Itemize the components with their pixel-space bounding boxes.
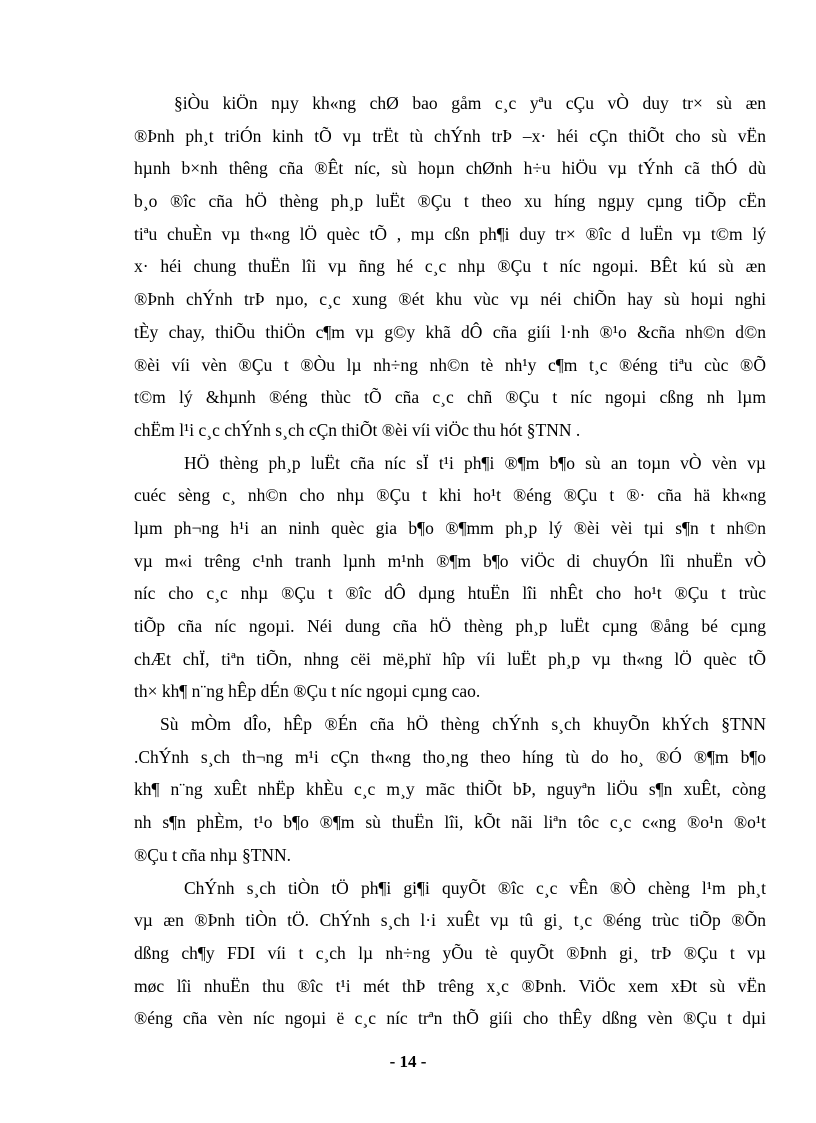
text-line: tÈy chay, thiÕu thiÖn c¶m vµ g©y khã dÔ cña giíi l·nh ®¹o &cña nh©n d©n [134,321,766,342]
text-line: ®Þnh chÝnh trÞ nµo, c¸c xung ®ét khu vùc vµ néi chiÕn hay sù hoµi nghi [134,289,766,310]
text-line: nh s¶n phÈm, t¹o b¶o ®¶m sù thuËn lîi, kÕt nãi liªn tôc c¸c c«ng ®o¹n ®o¹t [134,812,766,833]
text-line: cuéc sèng c¸ nh©n cho nhµ ®Çu t khi ho¹t ®éng ®Çu t ®· cña hä kh«ng [134,485,766,506]
text-line: kh¶ n¨ng xuÊt nhËp khÈu c¸c m¸y mãc thiÕt bÞ, nguyªn liÖu s¶n xuÊt, còng [134,779,766,800]
text-line: .ChÝnh s¸ch th¬ng m¹i cÇn th«ng tho¸ng theo híng tù do ho¸ ®Ó ®¶m b¶o [134,746,766,767]
text-line: vµ m«i trêng c¹nh tranh lµnh m¹nh ®¶m b¶o viÖc di chuyÓn lîi nhuËn vÒ [134,550,766,571]
text-line: lµm ph¬ng h¹i an ninh quèc gia b¶o ®¶mm ph¸p lý ®èi vèi tµi s¶n t nh©n [134,517,766,538]
text-line: HÖ thèng ph¸p luËt cña níc sÏ t¹i ph¶i ®¶m b¶o sù an toµn vÒ vèn vµ [184,452,766,473]
text-line: Sù mÒm dÎo, hÊp ®Én cña hÖ thèng chÝnh s¸ch khuyÕn khÝch §TNN [160,714,766,735]
text-line: ®Þnh ph¸t triÓn kinh tÕ vµ trËt tù chÝnh trÞ –x· héi cÇn thiÕt cho sù vËn [134,125,766,146]
text-line: th× kh¶ n¨ng hÊp dÉn ®Çu t níc ngoµi cµng cao. [134,681,481,702]
page-number: - 14 - [389,1052,427,1071]
text-line: chËm l¹i c¸c chÝnh s¸ch cÇn thiÕt ®èi víi viÖc thu hót §TNN . [134,419,581,440]
text-line: §iÒu kiÖn nµy kh«ng chØ bao gåm c¸c yªu cÇu vÒ duy tr× sù æn [174,93,766,113]
text-line: hµnh b×nh thêng cña ®Êt níc, sù hoµn chØnh h÷u hiÖu vµ tÝnh cã thÓ dù [134,158,766,179]
text-line: tiªu chuÈn vµ th«ng lÖ quèc tÕ , mµ cßn ph¶i duy tr× ®îc d luËn vµ t©m lý [134,223,766,244]
text-line: ®Çu t cña nhµ §TNN. [134,844,292,865]
text-line: t©m lý &hµnh ®éng thùc tÕ cña c¸c chñ ®Çu t níc ngoµi cßng nh lµm [134,387,766,408]
text-line: vµ æn ®Þnh tiÒn tÖ. ChÝnh s¸ch l·i xuÊt vµ tû gi¸ t¸c ®éng trùc tiÕp ®Õn [134,910,766,931]
text-line: dßng ch¶y FDI víi t c¸ch lµ nh÷ng yÕu tè quyÕt ®Þnh gi¸ trÞ ®Çu t vµ [134,942,766,963]
text-line: ®éng cña vèn níc ngoµi ë c¸c níc trªn thÕ giíi cho thÊy dßng vèn ®Çu t dµi [134,1008,766,1029]
text-line: tiÕp cña níc ngoµi. Néi dung cña hÖ thèng ph¸p luËt cµng ®ång bé cµng [134,616,766,636]
text-line: ®èi víi vèn ®Çu t ®Òu lµ nh÷ng nh©n tè nh¹y c¶m t¸c ®éng tiªu cùc ®Õ [134,354,766,375]
text-line: níc cho c¸c nhµ ®Çu t ®îc dÔ dµng htuËn lîi nhÊt cho ho¹t ®Çu t trùc [134,583,766,604]
text-line: x· héi chung thuËn lîi vµ ñng hé c¸c nhµ ®Çu t níc ngoµi. BÊt kú sù æn [134,256,766,277]
text-line: ChÝnh s¸ch tiÒn tÖ ph¶i gi¶i quyÕt ®îc c¸c vÊn ®Ò chèng l¹m ph¸t [184,877,766,898]
text-line: møc lîi nhuËn thu ®îc t¹i mét thÞ trêng x¸c ®Þnh. ViÖc xem xÐt sù vËn [134,975,766,996]
text-line: b¸o ®îc cña hÖ thèng ph¸p luËt ®Çu t theo xu híng ngµy cµng tiÕp cËn [134,191,766,212]
body-text [134,87,766,1035]
text-line: chÆt chÏ, tiªn tiÕn, nhng cëi më,phï hîp víi luËt ph¸p vµ th«ng lÖ quèc tÕ [134,648,766,669]
